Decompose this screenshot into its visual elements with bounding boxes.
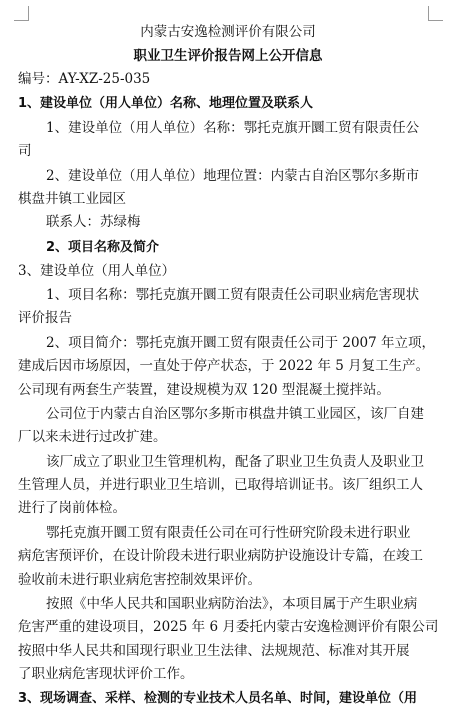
project-name-line-1: 1、项目名称：鄂托克旗开圜工贸有限责任公司职业病危害现状 — [46, 287, 420, 303]
section-1-heading: 1、建设单位（用人单位）名称、地理位置及联系人 — [18, 96, 314, 111]
unit-name-line-2: 司 — [18, 143, 32, 159]
evaluation-paragraph-line-2: 病危害预评价，在设计阶段未进行职业病防护设施设计专篇，在竣工 — [18, 548, 423, 564]
report-number: 编号：AY-XZ-25-035 — [18, 71, 151, 87]
management-paragraph-line-1: 该厂成立了职业卫生管理机构，配备了职业卫生负责人及职业卫 — [46, 454, 424, 470]
law-paragraph-line-4: 了职业病危害现状评价工作。 — [18, 666, 194, 682]
company-name: 内蒙古安逸检测评价有限公司 — [140, 24, 316, 40]
management-paragraph-line-2: 生管理人员，并进行职业卫生培训，已取得培训证书。该厂组织工人 — [18, 477, 423, 493]
unit-location-line-1: 2、建设单位（用人单位）地理位置：内蒙古自治区鄂尔多斯市 — [46, 168, 420, 184]
contact-person: 联系人：苏绿梅 — [46, 214, 141, 230]
project-name-line-2: 评价报告 — [18, 310, 72, 326]
page-corner-mark-left — [14, 6, 29, 21]
page-corner-mark-right — [428, 6, 443, 21]
evaluation-paragraph-line-1: 鄂托克旗开圜工贸有限责任公司在可行性研究阶段未进行职业 — [46, 525, 411, 541]
law-paragraph-line-2: 危害严重的建设项目，2025 年 6 月委托内蒙古安逸检测评价有限公司 — [18, 619, 439, 635]
unit-location-line-2: 棋盘井镇工业园区 — [18, 191, 126, 207]
location-paragraph-line-2: 厂以来未进行过改扩建。 — [18, 429, 167, 445]
project-intro-line-2: 建成后因市场原因，一直处于停产状态，于 2022 年 5 月复工生产。 — [18, 358, 430, 374]
evaluation-paragraph-line-3: 验收前未进行职业病危害控制效果评价。 — [18, 572, 261, 588]
project-intro-line-3: 公司现有两套生产装置，建设规模为双 120 型混凝土搅拌站。 — [18, 382, 390, 398]
project-intro-line-1: 2、项目简介：鄂托克旗开圜工贸有限责任公司于 2007 年立项， — [46, 335, 436, 351]
management-paragraph-line-3: 进行了岗前体检。 — [18, 500, 126, 516]
section-2-heading: 2、项目名称及简介 — [46, 240, 160, 255]
law-paragraph-line-1: 按照《中华人民共和国职业病防治法》，本项目属于产生职业病 — [46, 596, 418, 612]
location-paragraph-line-1: 公司位于内蒙古自治区鄂尔多斯市棋盘井镇工业园区，该厂自建 — [46, 406, 424, 422]
document-title: 职业卫生评价报告网上公开信息 — [133, 48, 323, 64]
section-3-heading: 3、现场调查、采样、检测的专业技术人员名单、时间，建设单位（用 — [18, 691, 418, 706]
unit-name-line-1: 1、建设单位（用人单位）名称：鄂托克旗开圜工贸有限责任公 — [46, 120, 420, 136]
section-3-unit: 3、建设单位（用人单位） — [18, 263, 176, 279]
law-paragraph-line-3: 按照中华人民共和国现行职业卫生法律、法规规范、标准对其开展 — [18, 643, 410, 659]
